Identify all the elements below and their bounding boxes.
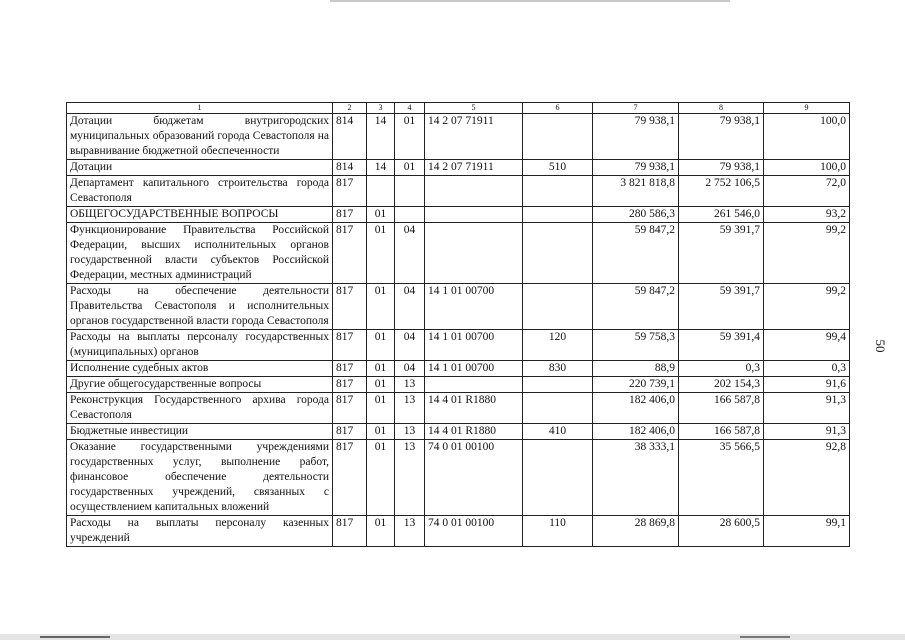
row-ministry-code: 817 xyxy=(333,377,367,393)
col-header-3: 3 xyxy=(367,103,395,114)
row-fact: 28 600,5 xyxy=(679,516,764,547)
table-row xyxy=(67,114,850,160)
row-target-article: 74 0 01 00100 xyxy=(425,440,523,516)
row-section: 01 xyxy=(367,377,395,393)
row-percent: 99,2 xyxy=(764,223,850,284)
row-percent: 91,6 xyxy=(764,377,850,393)
row-subsection: 01 xyxy=(395,160,425,176)
row-name: Оказание государственными учреждениями государственных услуг, выполнение работ, финансовое обеспечение деятельности государственных учреждений, связанных с осуществлением капитальных вложений xyxy=(67,440,333,516)
row-target-article xyxy=(425,176,523,207)
row-fact: 261 546,0 xyxy=(679,207,764,223)
row-name: Расходы на выплаты персоналу казенных учреждений xyxy=(67,516,333,547)
row-ministry-code: 817 xyxy=(333,393,367,424)
row-target-article xyxy=(425,377,523,393)
row-expense-type xyxy=(523,176,593,207)
row-name: Исполнение судебных актов xyxy=(67,361,333,377)
row-percent: 91,3 xyxy=(764,424,850,440)
row-target-article: 14 2 07 71911 xyxy=(425,114,523,160)
row-name: Функционирование Правительства Российской Федерации, высших исполнительных органов государственной власти субъектов Российской Федерации, местных администраций xyxy=(67,223,333,284)
scan-edge-top xyxy=(330,0,730,2)
row-target-article xyxy=(425,223,523,284)
row-section: 01 xyxy=(367,516,395,547)
row-subsection: 01 xyxy=(395,114,425,160)
row-subsection: 13 xyxy=(395,393,425,424)
row-expense-type: 510 xyxy=(523,160,593,176)
row-expense-type: 830 xyxy=(523,361,593,377)
row-plan: 59 847,2 xyxy=(593,223,679,284)
row-percent: 93,2 xyxy=(764,207,850,223)
row-subsection: 04 xyxy=(395,330,425,361)
row-ministry-code: 817 xyxy=(333,516,367,547)
row-target-article: 14 2 07 71911 xyxy=(425,160,523,176)
row-plan: 182 406,0 xyxy=(593,393,679,424)
row-section: 14 xyxy=(367,114,395,160)
row-section: 01 xyxy=(367,393,395,424)
row-fact: 59 391,4 xyxy=(679,330,764,361)
row-section: 01 xyxy=(367,424,395,440)
table-row xyxy=(67,377,850,393)
row-expense-type: 120 xyxy=(523,330,593,361)
row-section: 01 xyxy=(367,223,395,284)
row-name: Реконструкция Государственного архива города Севастополя xyxy=(67,393,333,424)
row-ministry-code: 817 xyxy=(333,440,367,516)
row-percent: 100,0 xyxy=(764,114,850,160)
col-header-5: 5 xyxy=(425,103,523,114)
table-row xyxy=(67,393,850,424)
row-percent: 0,3 xyxy=(764,361,850,377)
row-plan: 59 847,2 xyxy=(593,284,679,330)
table-row xyxy=(67,330,850,361)
col-header-2: 2 xyxy=(333,103,367,114)
row-ministry-code: 814 xyxy=(333,160,367,176)
row-plan: 28 869,8 xyxy=(593,516,679,547)
row-fact: 79 938,1 xyxy=(679,114,764,160)
row-expense-type: 410 xyxy=(523,424,593,440)
col-header-1: 1 xyxy=(67,103,333,114)
row-target-article: 14 1 01 00700 xyxy=(425,361,523,377)
row-percent: 91,3 xyxy=(764,393,850,424)
row-fact: 166 587,8 xyxy=(679,393,764,424)
row-plan: 79 938,1 xyxy=(593,160,679,176)
row-percent: 99,4 xyxy=(764,330,850,361)
row-ministry-code: 817 xyxy=(333,207,367,223)
row-section: 01 xyxy=(367,207,395,223)
table-row xyxy=(67,516,850,547)
row-percent: 92,8 xyxy=(764,440,850,516)
column-number-row xyxy=(67,103,850,114)
budget-table xyxy=(66,102,850,547)
row-section: 01 xyxy=(367,440,395,516)
table-row xyxy=(67,284,850,330)
row-expense-type: 110 xyxy=(523,516,593,547)
row-expense-type xyxy=(523,284,593,330)
table-row xyxy=(67,424,850,440)
row-fact: 2 752 106,5 xyxy=(679,176,764,207)
table-row xyxy=(67,440,850,516)
row-target-article: 14 1 01 00700 xyxy=(425,330,523,361)
row-plan: 182 406,0 xyxy=(593,424,679,440)
col-header-9: 9 xyxy=(764,103,850,114)
row-percent: 100,0 xyxy=(764,160,850,176)
row-name: Другие общегосударственные вопросы xyxy=(67,377,333,393)
table-row xyxy=(67,207,850,223)
row-plan: 38 333,1 xyxy=(593,440,679,516)
row-target-article: 14 4 01 R1880 xyxy=(425,393,523,424)
row-subsection: 04 xyxy=(395,361,425,377)
row-name: ОБЩЕГОСУДАРСТВЕННЫЕ ВОПРОСЫ xyxy=(67,207,333,223)
page-number: 50 xyxy=(873,339,888,353)
table-row xyxy=(67,361,850,377)
row-percent: 99,2 xyxy=(764,284,850,330)
row-fact: 79 938,1 xyxy=(679,160,764,176)
row-section: 14 xyxy=(367,160,395,176)
row-ministry-code: 817 xyxy=(333,176,367,207)
row-expense-type xyxy=(523,207,593,223)
row-name: Расходы на выплаты персоналу государственных (муниципальных) органов xyxy=(67,330,333,361)
table-row xyxy=(67,176,850,207)
row-subsection: 04 xyxy=(395,223,425,284)
row-subsection xyxy=(395,176,425,207)
row-percent: 99,1 xyxy=(764,516,850,547)
row-plan: 79 938,1 xyxy=(593,114,679,160)
row-fact: 35 566,5 xyxy=(679,440,764,516)
col-header-4: 4 xyxy=(395,103,425,114)
row-fact: 59 391,7 xyxy=(679,284,764,330)
row-ministry-code: 817 xyxy=(333,361,367,377)
row-expense-type xyxy=(523,114,593,160)
row-name: Расходы на обеспечение деятельности Правительства Севастополя и исполнительных органов государственной власти города Севастополя xyxy=(67,284,333,330)
row-fact: 166 587,8 xyxy=(679,424,764,440)
scan-edge-bottom xyxy=(0,634,905,640)
row-subsection: 13 xyxy=(395,377,425,393)
row-section: 01 xyxy=(367,330,395,361)
row-ministry-code: 817 xyxy=(333,284,367,330)
col-header-7: 7 xyxy=(593,103,679,114)
row-plan: 3 821 818,8 xyxy=(593,176,679,207)
row-plan: 280 586,3 xyxy=(593,207,679,223)
row-name: Департамент капитального строительства города Севастополя xyxy=(67,176,333,207)
row-section: 01 xyxy=(367,361,395,377)
row-ministry-code: 814 xyxy=(333,114,367,160)
row-target-article: 74 0 01 00100 xyxy=(425,516,523,547)
row-subsection: 13 xyxy=(395,516,425,547)
col-header-6: 6 xyxy=(523,103,593,114)
row-subsection: 13 xyxy=(395,440,425,516)
row-expense-type xyxy=(523,223,593,284)
row-subsection: 04 xyxy=(395,284,425,330)
row-ministry-code: 817 xyxy=(333,330,367,361)
row-subsection: 13 xyxy=(395,424,425,440)
row-name: Дотации xyxy=(67,160,333,176)
table-row xyxy=(67,160,850,176)
row-subsection xyxy=(395,207,425,223)
row-section: 01 xyxy=(367,284,395,330)
row-plan: 220 739,1 xyxy=(593,377,679,393)
row-expense-type xyxy=(523,377,593,393)
row-name: Бюджетные инвестиции xyxy=(67,424,333,440)
row-plan: 59 758,3 xyxy=(593,330,679,361)
col-header-8: 8 xyxy=(679,103,764,114)
row-name: Дотации бюджетам внутригородских муниципальных образований города Севастополя на выравнивание бюджетной обеспеченности xyxy=(67,114,333,160)
row-percent: 72,0 xyxy=(764,176,850,207)
row-section xyxy=(367,176,395,207)
table-row xyxy=(67,223,850,284)
row-target-article: 14 1 01 00700 xyxy=(425,284,523,330)
row-target-article: 14 4 01 R1880 xyxy=(425,424,523,440)
row-expense-type xyxy=(523,440,593,516)
row-ministry-code: 817 xyxy=(333,424,367,440)
row-target-article xyxy=(425,207,523,223)
row-expense-type xyxy=(523,393,593,424)
row-fact: 202 154,3 xyxy=(679,377,764,393)
row-fact: 59 391,7 xyxy=(679,223,764,284)
row-ministry-code: 817 xyxy=(333,223,367,284)
row-fact: 0,3 xyxy=(679,361,764,377)
row-plan: 88,9 xyxy=(593,361,679,377)
